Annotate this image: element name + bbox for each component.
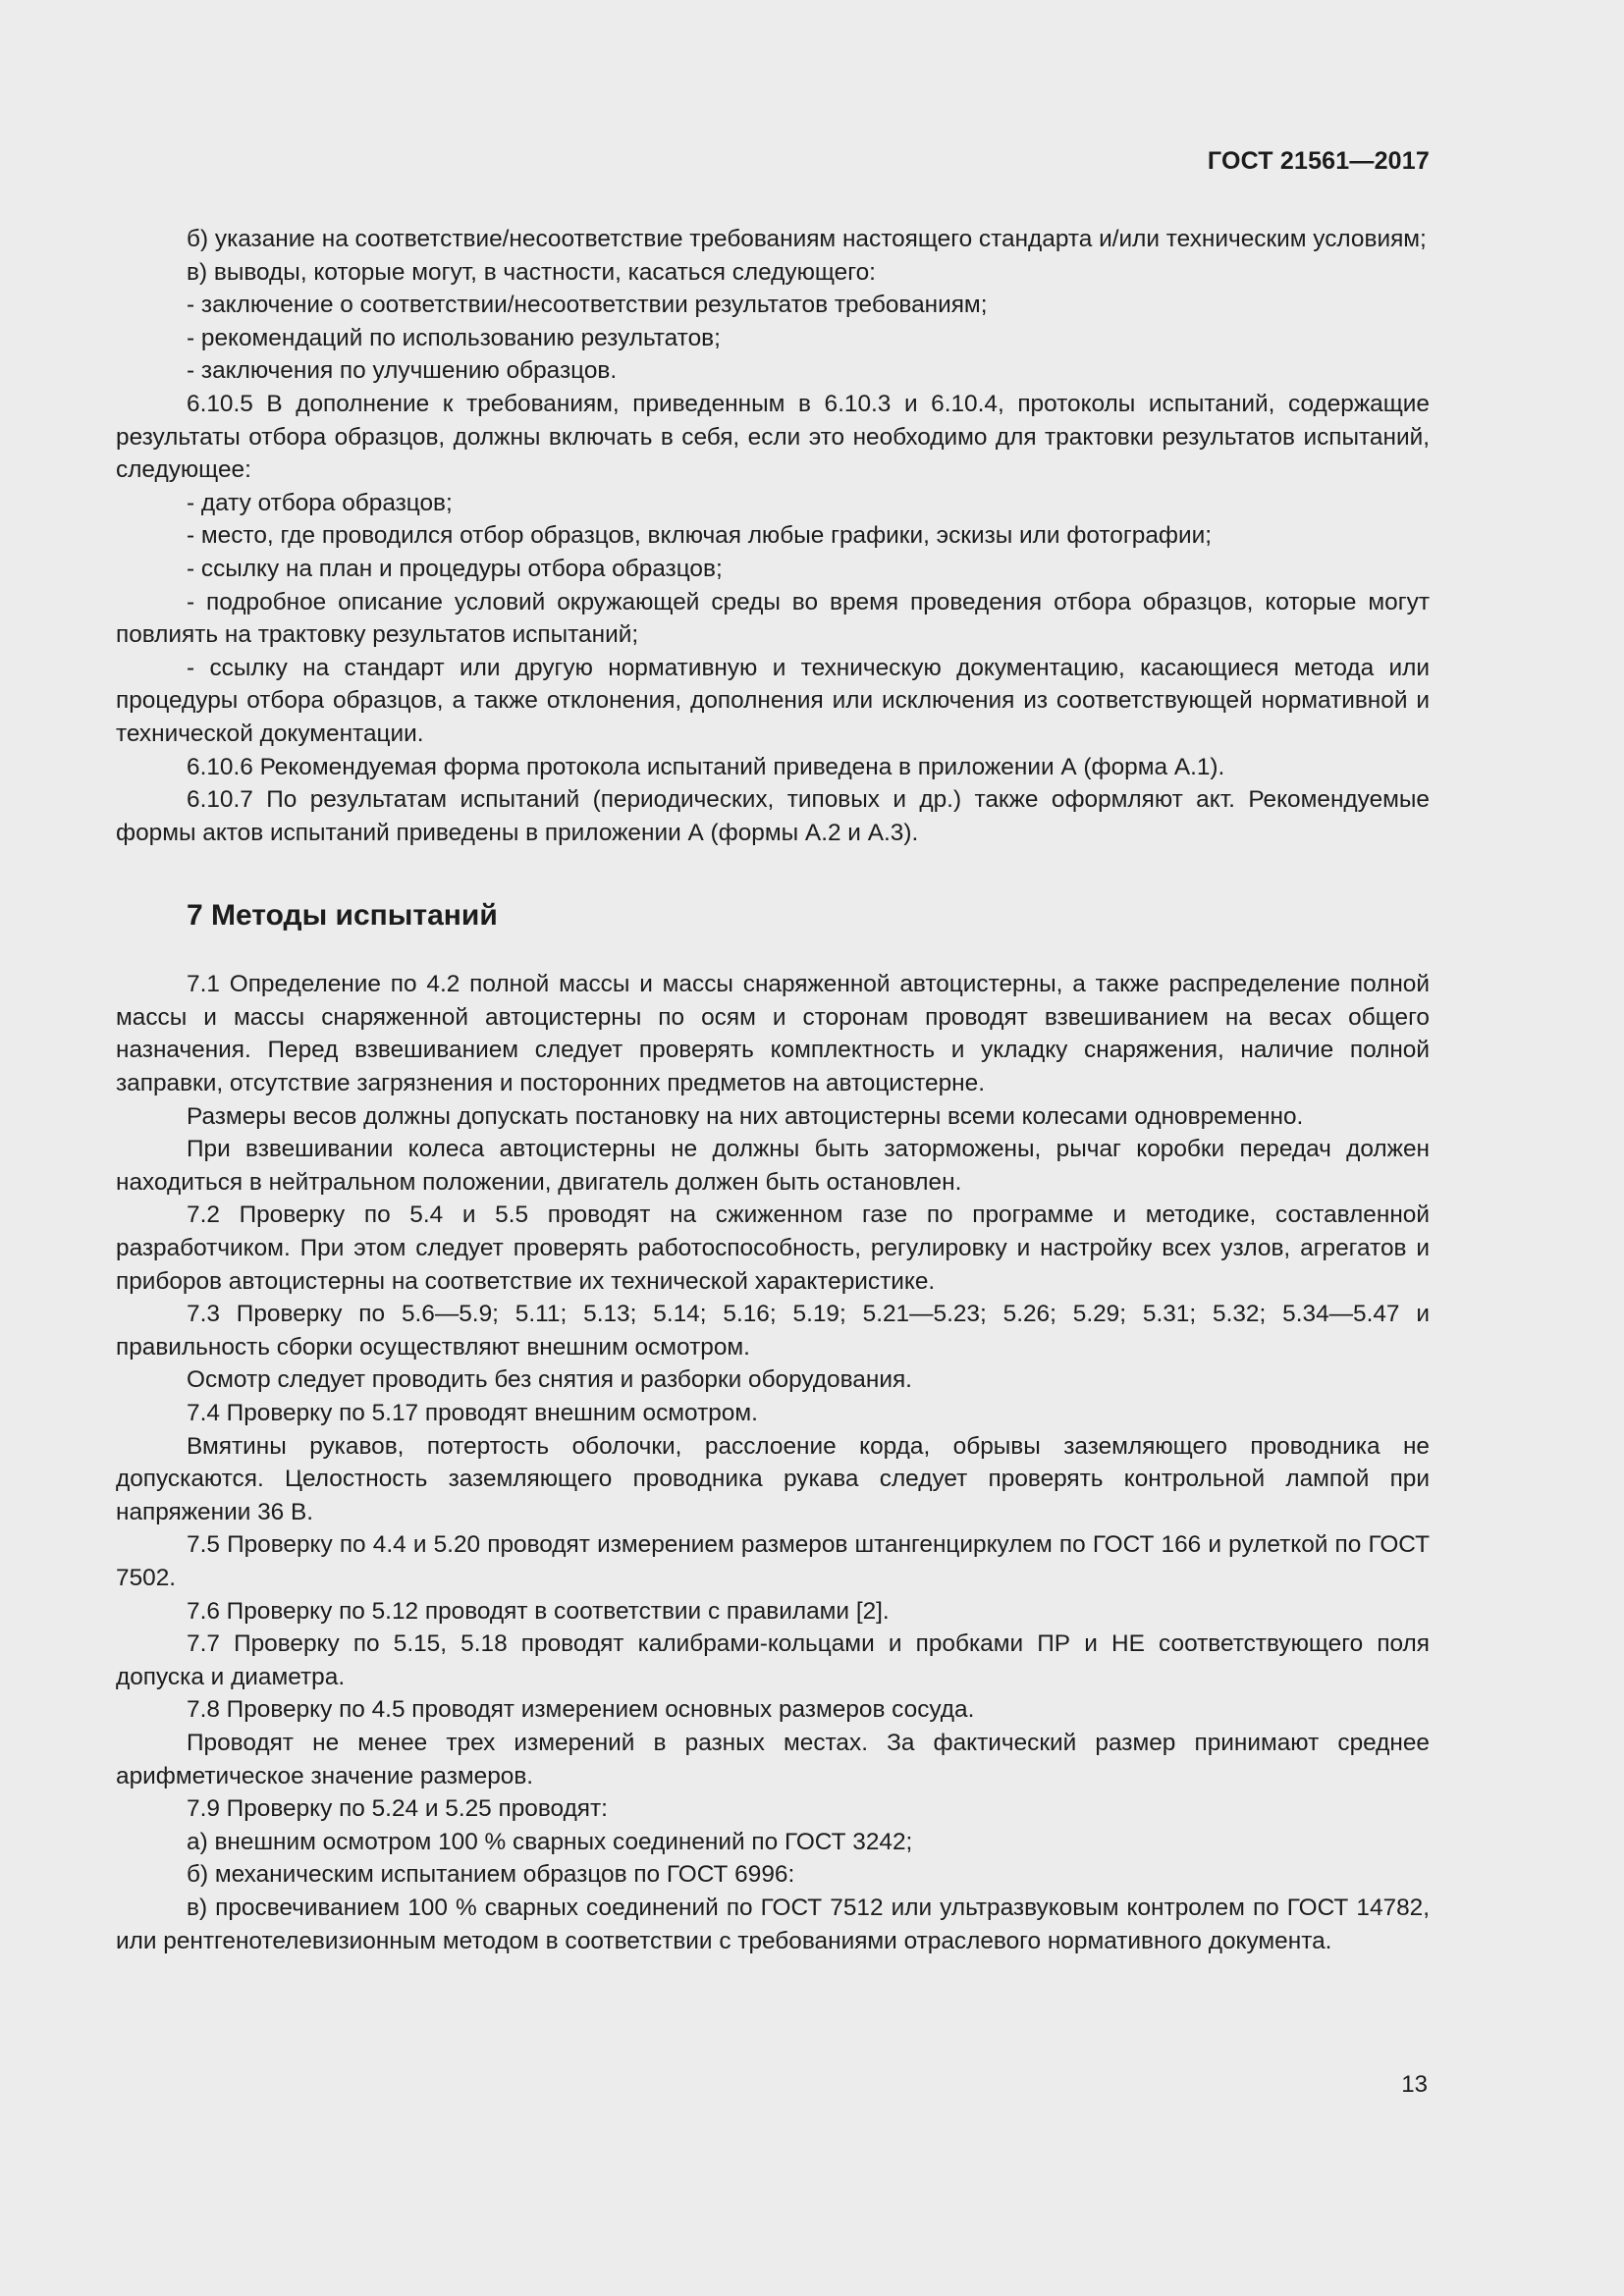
paragraph: При взвешивании колеса автоцистерны не должны быть заторможены, рычаг коробки передач должен находиться в нейтральном положении, двигатель должен быть остановлен.	[116, 1136, 1430, 1196]
page-number: 13	[1401, 2071, 1428, 2098]
paragraph: 6.10.7 По результатам испытаний (периодических, типовых и др.) также оформляют акт. Рекомендуемые формы актов испытаний приведены в приложении А (формы А.2 и А.3).	[116, 786, 1430, 846]
paragraph: 6.10.6 Рекомендуемая форма протокола испытаний приведена в приложении А (форма А.1).	[187, 753, 1225, 780]
paragraph: 7.4 Проверку по 5.17 проводят внешним осмотром.	[187, 1400, 758, 1426]
paragraph: в) просвечиванием 100 % сварных соединений по ГОСТ 7512 или ультразвуковым контролем по ГОСТ 14782, или рентгенотелевизионным методом в соответствии с требованиями отраслевого нормативного документа.	[116, 1894, 1430, 1954]
paragraph: в) выводы, которые могут, в частности, касаться следующего:	[187, 258, 876, 286]
document-body	[116, 223, 1430, 1957]
list-item: - ссылку на план и процедуры отбора образцов;	[187, 555, 723, 582]
document-header-id: ГОСТ 21561—2017	[1207, 147, 1430, 175]
paragraph: 7.8 Проверку по 4.5 проводят измерением основных размеров сосуда.	[187, 1696, 975, 1724]
list-item: - рекомендаций по использованию результатов;	[187, 324, 721, 351]
paragraph: Проводят не менее трех измерений в разных местах. За фактический размер принимают среднее арифметическое значение размеров.	[116, 1729, 1430, 1789]
paragraph: 6.10.5 В дополнение к требованиям, приведенным в 6.10.3 и 6.10.4, протоколы испытаний, содержащие результаты отбора образцов, должны включать в себя, если это необходимо для трактовки результатов испытаний, следующее:	[116, 390, 1430, 484]
list-item: - подробное описание условий окружающей среды во время проведения отбора образцов, которые могут повлиять на трактовку результатов испытаний;	[116, 588, 1430, 649]
paragraph: 7.5 Проверку по 4.4 и 5.20 проводят измерением размеров штангенциркулем по ГОСТ 166 и рулеткой по ГОСТ 7502.	[116, 1531, 1430, 1591]
list-item: - заключение о соответствии/несоответствии результатов требованиям;	[187, 292, 988, 319]
paragraph: б) указание на соответствие/несоответствие требованиям настоящего стандарта и/или техническим условиям;	[187, 226, 1427, 252]
section-7-methods	[116, 968, 1430, 1957]
section-heading: 7 Методы испытаний	[187, 899, 498, 933]
paragraph: Вмятины рукавов, потертость оболочки, расслоение корда, обрывы заземляющего проводника не допускаются. Целостность заземляющего проводника рукава следует проверять контрольной лампой при напряжении 36 В.	[116, 1432, 1430, 1525]
section-6-10-continuation	[116, 223, 1430, 849]
paragraph: Осмотр следует проводить без снятия и разборки оборудования.	[187, 1366, 912, 1394]
list-item: - заключения по улучшению образцов.	[187, 357, 618, 385]
list-item: - ссылку на стандарт или другую нормативную и техническую документацию, касающиеся метода или процедуры отбора образцов, а также отклонения, дополнения или исключения из соответствующей нормативной и технической документации.	[116, 654, 1430, 747]
paragraph: Размеры весов должны допускать постановку на них автоцистерны всеми колесами одновременно.	[187, 1102, 1304, 1130]
paragraph: 7.6 Проверку по 5.12 проводят в соответствии с правилами [2].	[187, 1597, 890, 1625]
paragraph: 7.1 Определение по 4.2 полной массы и массы снаряженной автоцистерны, а также распределение полной массы и массы снаряженной автоцистерны по осям и сторонам проводят взвешиванием на весах общего назначения. Перед взвешиванием следует проверять комплектность и укладку снаряжения, наличие полной заправки, отсутствие загрязнения и посторонних предметов на автоцистерне.	[116, 971, 1430, 1097]
paragraph: 7.2 Проверку по 5.4 и 5.5 проводят на сжиженном газе по программе и методике, составленной разработчиком. При этом следует проверять работоспособность, регулировку и настройку всех узлов, агрегатов и приборов автоцистерны на соответствие их технической характеристике.	[116, 1201, 1430, 1295]
paragraph: 7.7 Проверку по 5.15, 5.18 проводят калибрами-кольцами и пробками ПР и НЕ соответствующего поля допуска и диаметра.	[116, 1630, 1430, 1690]
list-item: - место, где проводился отбор образцов, включая любые графики, эскизы или фотографии;	[187, 522, 1212, 550]
paragraph: 7.9 Проверку по 5.24 и 5.25 проводят:	[187, 1795, 608, 1823]
paragraph: а) внешним осмотром 100 % сварных соединений по ГОСТ 3242;	[187, 1828, 913, 1855]
list-item: - дату отбора образцов;	[187, 489, 453, 516]
paragraph: б) механическим испытанием образцов по ГОСТ 6996:	[187, 1861, 795, 1889]
paragraph: 7.3 Проверку по 5.6—5.9; 5.11; 5.13; 5.14; 5.16; 5.19; 5.21—5.23; 5.26; 5.29; 5.31; 5.32; 5.34—5.47 и правильность сборки осуществляют внешним осмотром.	[116, 1301, 1430, 1361]
